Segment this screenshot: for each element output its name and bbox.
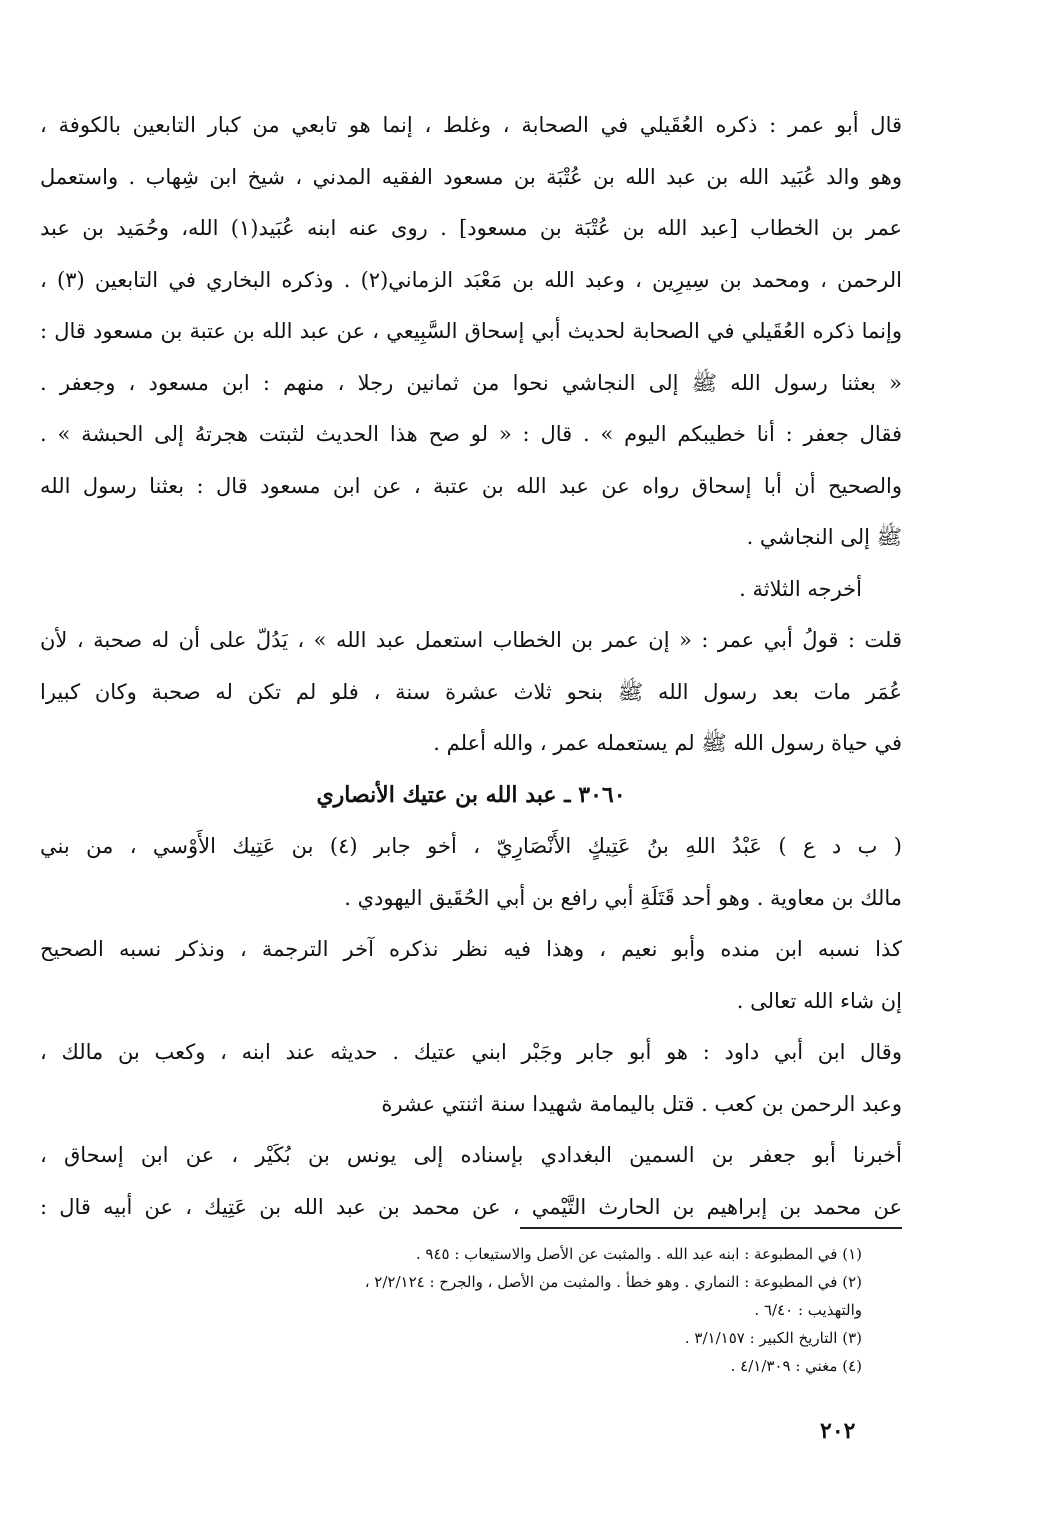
footnote: (٣) التاريخ الكبير : ٣/١/١٥٧ .	[684, 1329, 862, 1347]
text-line: إن شاء الله تعالى .	[736, 988, 902, 1013]
text-line: وعبد الرحمن بن كعب . قتل باليمامة شهيدا سنة اثنتي عشرة	[381, 1091, 902, 1116]
footnotes	[300, 1240, 862, 1380]
text-line: عُمَر مات بعد رسول الله ﷺ بنحو ثلاث عشرة سنة ، فلو لم تكن له صحبة وكان كبيرا	[40, 679, 902, 704]
text-line: ﷺ إلى النجاشي .	[746, 525, 902, 549]
page-number: ٢٠٢	[820, 1418, 856, 1444]
footnote-divider	[520, 1227, 902, 1229]
text-line: أخرجه الثلاثة .	[739, 576, 862, 601]
text-line: وإنما ذكره العُقَيلي في الصحابة لحديث أبي إسحاق السَّبِيعي ، عن عبد الله بن عتبة بن مسعود قال :	[40, 319, 902, 343]
text-line: وقال ابن أبي داود : هو أبو جابر وجَبْر ابني عتيك . حديثه عند ابنه ، وكعب بن مالك ،	[40, 1040, 902, 1064]
footnote: (٢) في المطبوعة : النماري . وهو خطأ . والمثبت من الأصل ، والجرح : ٢/٢/١٢٤ ،	[364, 1273, 862, 1291]
text-line: عمر بن الخطاب [عبد الله بن عُتْبَة بن مسعود] . روى عنه ابنه عُبَيد(١) الله، وحُمَيد بن عبد	[40, 216, 902, 240]
text-line: كذا نسبه ابن منده وأبو نعيم ، وهذا فيه نظر نذكره آخر الترجمة ، ونذكر نسبه الصحيح	[40, 937, 902, 961]
text-line: عن محمد بن إبراهيم بن الحارث التَّيْمي ، عن محمد بن عبد الله بن عَتِيك ، عن أبيه قال :	[40, 1194, 902, 1219]
text-line: مالك بن معاوية . وهو أحد قَتَلَةِ أبي رافع بن أبي الحُقَيق اليهودي .	[344, 885, 902, 910]
text-line: والصحيح أن أبا إسحاق رواه عن عبد الله بن عتبة ، عن ابن مسعود قال : بعثنا رسول الله	[40, 473, 902, 498]
text-line: أخبرنا أبو جعفر بن السمين البغدادي بإسناده إلى يونس بن بُكَيْر ، عن ابن إسحاق ،	[40, 1143, 902, 1167]
text-line: قلت : قولُ أبي عمر : « إن عمر بن الخطاب استعمل عبد الله » ، يَدُلّ على أن له صحبة ، لأن	[40, 628, 902, 652]
body-text	[40, 100, 902, 1233]
text-line: الرحمن ، ومحمد بن سِيرِين ، وعبد الله بن مَعْبَد الزماني(٢) . وذكره البخاري في التابعين (٣) ،	[40, 267, 902, 292]
entry-heading: ٣٠٦٠ ـ عبد الله بن عتيك الأنصاري	[316, 781, 626, 808]
text-line: في حياة رسول الله ﷺ لم يستعمله عمر ، والله أعلم .	[433, 731, 902, 755]
footnote: (٤) مغني : ٤/١/٣٠٩ .	[730, 1357, 862, 1375]
text-line: فقال جعفر : أنا خطيبكم اليوم » . قال : « لو صح هذا الحديث لثبتت هجرتهُ إلى الحبشة » .	[40, 422, 902, 446]
text-line: وهو والد عُبَيد الله بن عبد الله بن عُتْبَة بن مسعود الفقيه المدني ، شيخ ابن شِهاب . واستعمل	[40, 164, 902, 189]
text-line: ( ب د ع ) عَبْدُ اللهِ بنُ عَتِيكٍ الأَنْصَارِيّ ، أخو جابر (٤) بن عَتِيك الأَوْسي ، من بني	[40, 834, 902, 858]
text-line: قال أبو عمر : ذكره العُقَيلي في الصحابة ، وغلط ، إنما هو تابعي من كبار التابعين بالكوفة ،	[40, 113, 902, 137]
footnote: (١) في المطبوعة : ابنه عبد الله . والمثبت عن الأصل والاستيعاب : ٩٤٥ .	[415, 1245, 862, 1263]
footnote-continuation: والتهذيب : ٦/٤٠ .	[754, 1301, 862, 1319]
text-line: « بعثنا رسول الله ﷺ إلى النجاشي نحوا من ثمانين رجلا ، منهم : ابن مسعود ، وجعفر .	[40, 370, 902, 395]
